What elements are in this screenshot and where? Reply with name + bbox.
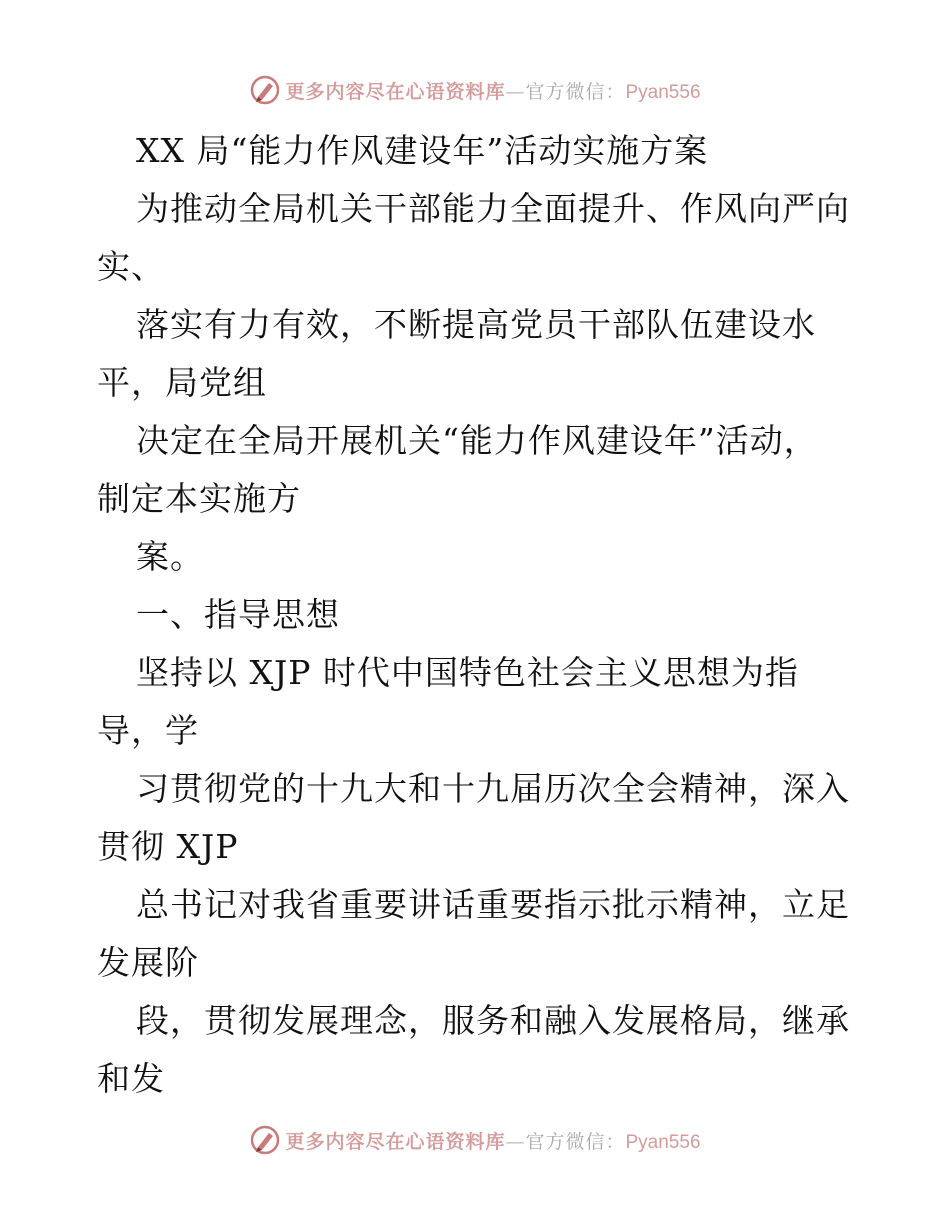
- doc-line: 和发: [97, 1059, 165, 1098]
- doc-title: XX 局“能力作风建设年”活动实施方案: [136, 131, 709, 170]
- doc-line: 为推动全局机关干部能力全面提升、作风向严向: [136, 189, 850, 228]
- doc-line: 段，贯彻发展理念，服务和融入发展格局，继承: [136, 1001, 850, 1040]
- doc-line: 总书记对我省重要讲话重要指示批示精神，立足: [136, 885, 850, 924]
- watermark-text: 更多内容尽在心语资料库—官方微信：Pyan556: [285, 1130, 701, 1153]
- doc-line: 习贯彻党的十九大和十九届历次全会精神，深入: [136, 769, 850, 808]
- doc-line: 平，局党组: [97, 363, 267, 402]
- watermark-banner-top: [0, 70, 950, 110]
- doc-line: 坚持以 XJP 时代中国特色社会主义思想为指: [136, 653, 799, 692]
- doc-line: 制定本实施方: [97, 479, 301, 518]
- doc-line: 落实有力有效，不断提高党员干部队伍建设水: [136, 305, 816, 344]
- doc-line: 发展阶: [97, 943, 199, 982]
- watermark-banner-bottom: [0, 1120, 950, 1160]
- watermark-text: 更多内容尽在心语资料库—官方微信：Pyan556: [285, 80, 701, 103]
- document-body: [97, 122, 857, 1108]
- doc-line: 决定在全局开展机关“能力作风建设年”活动，: [136, 421, 818, 460]
- pen-circle-icon: [249, 1124, 281, 1156]
- doc-line: 贯彻 XJP: [97, 827, 239, 866]
- doc-line: 案。: [136, 537, 204, 576]
- pen-circle-icon: [249, 74, 281, 106]
- doc-line: 导，学: [97, 711, 199, 750]
- section-heading: 一、指导思想: [136, 595, 340, 634]
- doc-line: 实、: [97, 247, 165, 286]
